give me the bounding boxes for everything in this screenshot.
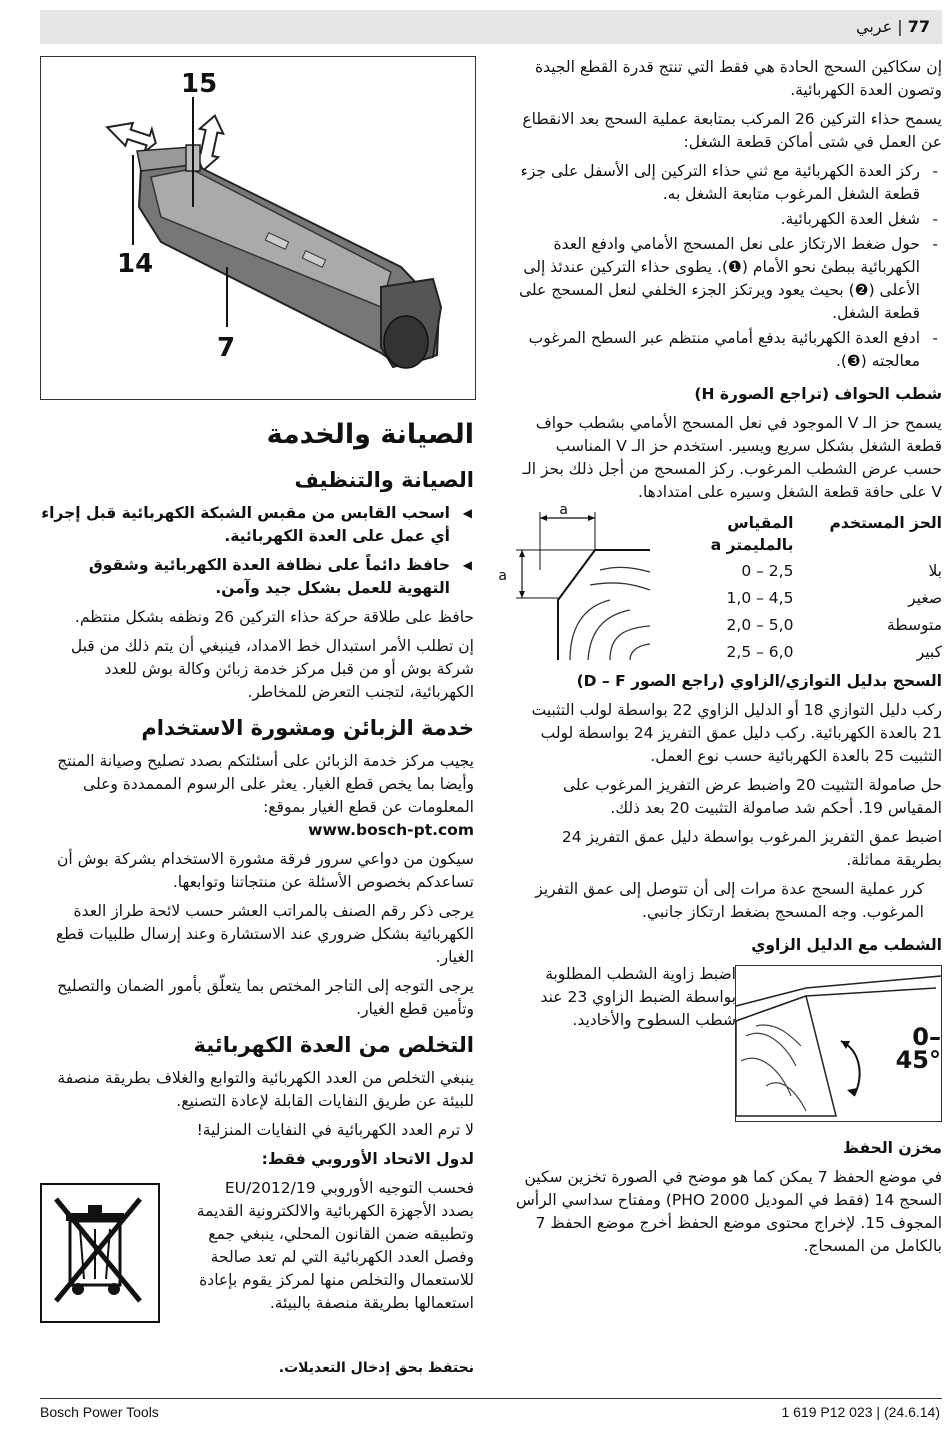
parallel-guide-heading: السحج بدليل التوازي/الزاوي (راجع الصور D – F) bbox=[576, 672, 942, 690]
angle-guide-heading: الشطب مع الدليل الزاوي bbox=[751, 936, 942, 954]
storage-figure bbox=[40, 56, 476, 400]
label-14: 14 bbox=[117, 249, 154, 279]
eu-heading: لدول الاتحاد الأوروبي فقط: bbox=[261, 1150, 474, 1168]
table-row bbox=[682, 612, 942, 639]
footer-brand: Bosch Power Tools bbox=[40, 1404, 159, 1420]
disposal-paragraph-2: لا ترم العدد الكهربائية في النفايات المنزلية! bbox=[196, 1121, 474, 1139]
list-item: - ادفع العدة الكهربائية بدفع أمامي منتظم عبر السطح المرغوب معالجته (❸). bbox=[514, 327, 942, 373]
eu-directive-paragraph: فحسب التوجيه الأوروبي 2012/19/EU بصدد الأجهزة الكهربائية والالكترونية القديمة وتطبيقه ضمن القانون المحلي، ينبغي جمع وفصل العدد الكهربائية التي لم تعد صالحة للاستعمال والتخلص منها لمركز يقوم بإعادة استعمالها بطريقة منصفة بالبيئة. bbox=[196, 1179, 474, 1312]
chamfer-diagram bbox=[498, 502, 650, 660]
parking-shoe-paragraph: يسمح حذاء التركين 26 المركب بمتابعة عملية السحج بعد الانقطاع عن العمل في شتى أماكن قطعة الشغل: bbox=[522, 110, 942, 151]
size-cell: 2,5 – 6,0 bbox=[726, 643, 794, 661]
maintenance-paragraph-1: حافظ على طلاقة حركة حذاء التركين 26 ونظفه بشكل منتظم. bbox=[74, 608, 474, 626]
footer-code: 1 619 P12 023 | (24.6.14) bbox=[781, 1404, 940, 1420]
col-groove-header: الحز المستخدم bbox=[829, 514, 942, 532]
parallel-paragraph-2: حل صامولة التثبيت 20 واضبط عرض التفريز المرغوب على المقياس 19. أحكم شد صامولة التثبيت 20 بعد ذلك. bbox=[562, 776, 942, 817]
maintenance-cleaning-heading: الصيانة والتنظيف bbox=[294, 468, 474, 492]
groove-cell: بلا bbox=[928, 562, 942, 580]
page-number: 77 bbox=[907, 17, 930, 36]
groove-cell: متوسطة bbox=[887, 616, 942, 634]
disposal-paragraph-1: ينبغي التخلص من العدد الكهربائية والتوابع والغلاف بطريقة منصفة للبيئة عن طريق النفايات القابلة لإعادة التصنيع. bbox=[57, 1069, 474, 1110]
service-url-link[interactable]: www.bosch-pt.com bbox=[308, 821, 474, 839]
service-paragraph-3: يرجى ذكر رقم الصنف بالمراتب العشر حسب لائحة طراز العدة الكهربائية بشكل ضروري عند الاستشارة وعند إرسال طلبيات قطع الغيار. bbox=[55, 902, 474, 966]
label-7: 7 bbox=[217, 333, 236, 363]
parallel-paragraph-4: كرر عملية السحج عدة مرات إلى أن تتوصل إلى عمق التفريز المرغوب. وجه المسحج بضغط ارتكاز جانبي. bbox=[535, 880, 924, 921]
angle-guide-paragraph: اضبط زاوية الشطب المطلوبة بواسطة الضبط الزاوي 23 عند شطب السطوح والأخاديد. bbox=[540, 965, 736, 1029]
table-row bbox=[682, 639, 942, 666]
footer-divider bbox=[40, 1398, 942, 1399]
list-item: ◀ حافظ دائماً على نظافة العدة الكهربائية وشقوق التهوية للعمل بشكل جيد وآمن. bbox=[40, 554, 474, 600]
disposal-heading: التخلص من العدة الكهربائية bbox=[193, 1033, 474, 1057]
chamfer-paragraph: يسمح حز الـ V الموجود في نعل المسحج الأمامي بشطب حواف قطعة الشغل بشكل سريع ويسير. استخدم حز الـ V المناسب حسب عرض الشطب المرغوب. ركز المسحج من أجل ذلك بحز الـ V على حافة قطعة الشغل وسيره على امتدادها. bbox=[522, 414, 942, 501]
list-item: - شغل العدة الكهربائية. bbox=[514, 208, 942, 231]
chamfer-heading: شطب الحواف (تراجع الصورة H) bbox=[694, 385, 942, 403]
angle-guide-figure bbox=[735, 965, 942, 1122]
storage-paragraph: في موضع الحفظ 7 يمكن كما هو موضح في الصورة تخزين سكين السحج 14 (فقط في الموديل PHO 2000) ومفتاح سداسي الرأس المجوف 15. لإخراج محتوى موضع الحفظ أخرج موضع الحفظ 7 بالكامل من المسحاج. bbox=[515, 1168, 942, 1255]
service-paragraph-2: سيكون من دواعي سرور فرقة مشورة الاستخدام بشركة بوش أن تساعدكم بخصوص الأسئلة عن منتجاتنا وتوابعها. bbox=[56, 850, 474, 891]
size-cell: 0 – 2,5 bbox=[741, 562, 794, 580]
crossed-bin-icon bbox=[40, 1183, 160, 1323]
parallel-paragraph-3: اضبط عمق التفريز المرغوب بواسطة دليل عمق التفريز 24 بطريقة مماثلة. bbox=[561, 828, 942, 869]
left-column bbox=[40, 418, 474, 1386]
groove-cell: صغير bbox=[908, 589, 942, 607]
dim-label-top: a bbox=[559, 502, 568, 518]
maintenance-title: الصيانة والخدمة bbox=[266, 419, 474, 450]
angle-guide-section bbox=[514, 963, 942, 1123]
size-cell: 2,0 – 5,0 bbox=[726, 616, 794, 634]
service-paragraph-4: يرجى التوجه إلى التاجر المختص بما يتعلّق بأمور الضمان والتصليح وتأمين قطع الغيار. bbox=[57, 977, 474, 1018]
service-heading: خدمة الزبائن ومشورة الاستخدام bbox=[141, 716, 474, 740]
list-item: - ركز العدة الكهربائية مع ثني حذاء التركين إلى الأسفل على جزء قطعة الشغل المرغوب متابعة الشغل به. bbox=[514, 160, 942, 206]
sharp-blades-paragraph: إن سكاكين السحج الحادة هي فقط التي تنتج قدرة القطع الجيدة وتصون العدة الكهربائية. bbox=[534, 58, 942, 99]
angle-range-label: 0–45° bbox=[895, 1023, 941, 1074]
language-label: عربي bbox=[855, 17, 893, 36]
col-size-header: المقياس بالمليمتر a bbox=[710, 514, 794, 554]
groove-table-section bbox=[498, 502, 942, 661]
size-cell: 1,0 – 4,5 bbox=[726, 589, 794, 607]
maintenance-paragraph-2: إن تطلب الأمر استبدال خط الامداد، فينبغي أن يتم ذلك من قبل شركة بوش أو من قبل مركز خدمة زبائن وكالة بوش للعدد الكهربائية، لتجنب التعرض للمخاطر. bbox=[70, 637, 474, 701]
service-paragraph-1: يجيب مركز خدمة الزبائن على أسئلتكم بصدد تصليح وصيانة المنتج وأيضا بما يخص قطع الغيار. يعثر على الرسوم المممددة وعلى المعلومات عن قطع الغيار بموقع: bbox=[57, 752, 474, 816]
parallel-paragraph-1: ركب دليل التوازي 18 أو الدليل الزاوي 22 بواسطة لولب التثبيت 21 بالعدة الكهربائية. ركب دليل عمق التفريز 24 بواسطة لولب التثبيت 25 بالعدة الكهربائية حسب نوع العمل. bbox=[531, 701, 942, 765]
page-header-text: 77 | عربي bbox=[855, 17, 930, 36]
weee-section bbox=[40, 1177, 474, 1357]
reserve-changes-note: نحتفظ بحق إدخال التعديلات. bbox=[278, 1360, 474, 1376]
groove-table bbox=[682, 510, 942, 666]
list-item: ◀ اسحب القابس من مقبس الشبكة الكهربائية قبل إجراء أي عمل على العدة الكهربائية. bbox=[40, 502, 474, 548]
page-header bbox=[40, 10, 942, 44]
storage-heading: مخزن الحفظ bbox=[842, 1139, 942, 1157]
maintenance-bullets bbox=[40, 502, 474, 600]
groove-cell: كبير bbox=[916, 643, 942, 661]
right-column bbox=[498, 56, 942, 1264]
table-row bbox=[682, 558, 942, 585]
dim-label-side: a bbox=[498, 568, 507, 584]
list-item: - حول ضغط الارتكاز على نعل المسحج الأمامي وادفع العدة الكهربائية ببطئ نحو الأمام (❶). يطوى حذاء التركين عندئذ إلى الأعلى (❷) بحيث يعود ويرتكز الجزء الخلفي لنعل المسحج على قطعة الشغل. bbox=[514, 233, 942, 325]
parking-steps-list bbox=[514, 160, 942, 373]
table-row bbox=[682, 585, 942, 612]
table-header-row bbox=[682, 510, 942, 558]
label-15: 15 bbox=[181, 69, 218, 99]
